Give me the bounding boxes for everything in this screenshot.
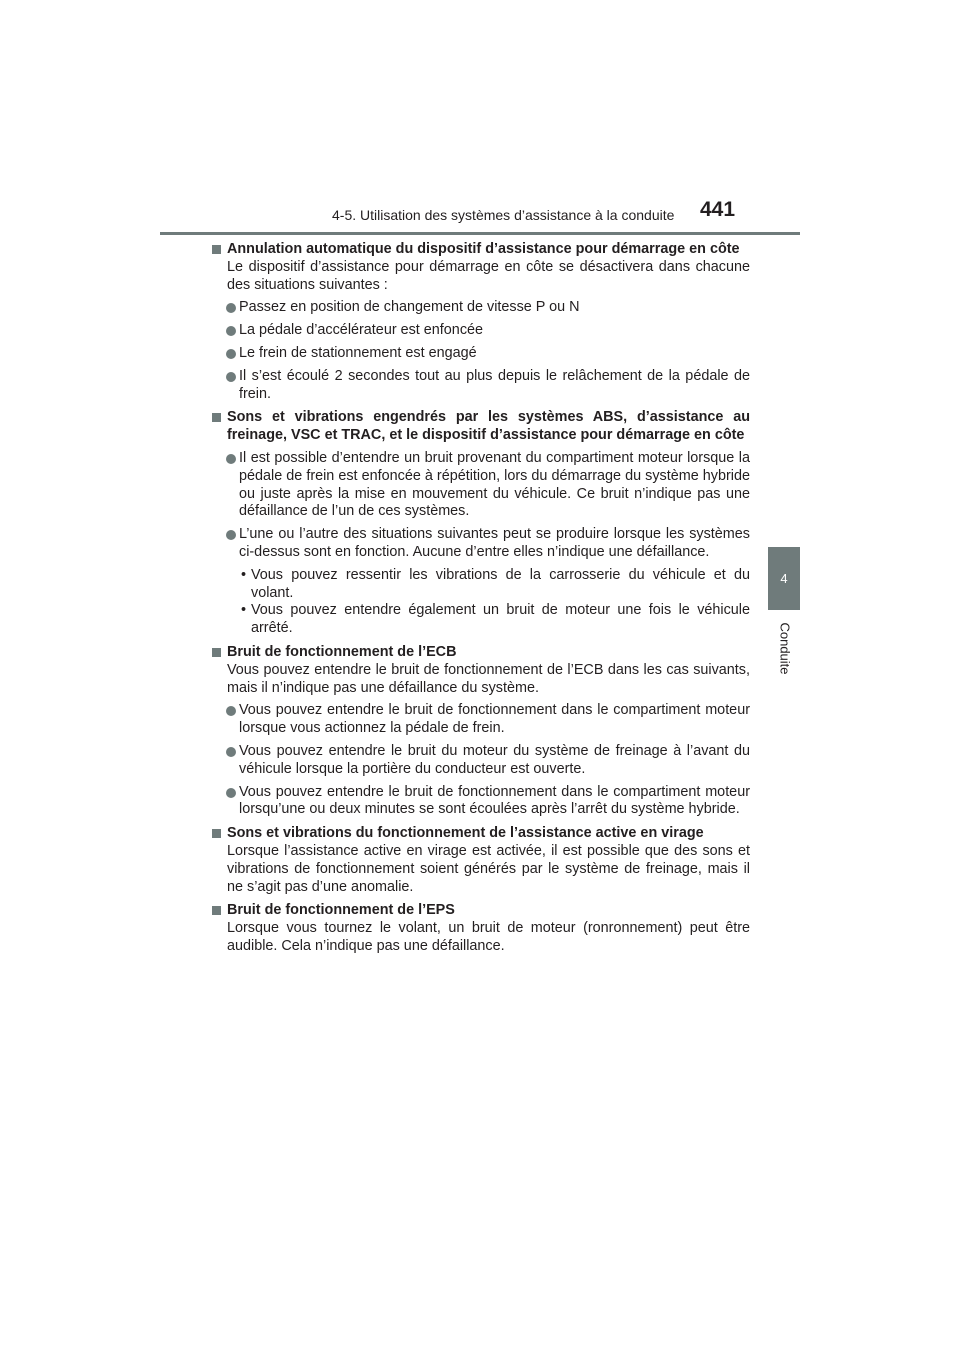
list-item-text: Passez en position de changement de vitesse P ou N: [239, 299, 580, 316]
list-item-text: La pédale d’accélérateur est enfoncée: [239, 322, 484, 339]
chapter-label-container: [765, 618, 805, 678]
sub-list-item: [210, 602, 750, 638]
round-bullet-icon: [226, 747, 236, 757]
section-paragraph: Lorsque vous tournez le volant, un bruit de moteur (ronronnement) peut être audible. Cela n’indique pas une défaillance.: [227, 920, 750, 954]
chapter-label: Conduite: [777, 621, 793, 675]
list-item: [210, 702, 750, 738]
round-bullet-icon: [226, 303, 236, 313]
section-heading: [210, 241, 750, 259]
list-item-text: Le frein de stationnement est engagé: [239, 344, 477, 361]
list-item: [210, 299, 750, 317]
list-item-text: Vous pouvez entendre le bruit de fonctionnement dans le compartiment moteur lorsqu’une ou deux minutes se sont écoulées après l’arrêt du système hybride.: [239, 783, 750, 818]
heading-text: Bruit de fonctionnement de l’ECB: [227, 643, 457, 660]
round-bullet-icon: [226, 372, 236, 382]
section-eps-noise: [210, 902, 750, 955]
list-item-text: L’une ou l’autre des situations suivantes peut se produire lorsque les systèmes ci-dessus sont en fonction. Aucune d’entre elles n’indique une défaillance.: [239, 526, 750, 560]
section-heading: [210, 902, 750, 920]
chapter-number: 4: [780, 571, 788, 586]
square-bullet-icon: [212, 906, 221, 915]
list-item: [210, 450, 750, 521]
list-item: [210, 743, 750, 779]
chapter-tab: [768, 547, 800, 610]
list-item-text: Il est possible d’entendre un bruit provenant du compartiment moteur lorsque la pédale de frein est enfoncée à répétition, lors du démarrage du système hybride ou juste après la mise en mouvement du véhicule. Ce bruit n’indique pas une défaillance de l’un de ces systèmes.: [239, 449, 750, 520]
round-bullet-icon: [226, 706, 236, 716]
section-auto-cancel: [210, 241, 750, 403]
heading-text: Sons et vibrations engendrés par les systèmes ABS, d’assistance au freinage, VSC et TRAC, et le dispositif d’assistance pour démarrage en côte: [227, 409, 750, 444]
list-item-text: Vous pouvez entendre le bruit de fonctionnement dans le compartiment moteur lorsque vous actionnez la pédale de frein.: [239, 702, 750, 737]
square-bullet-icon: [212, 413, 221, 422]
square-bullet-icon: [212, 829, 221, 838]
list-item: [210, 322, 750, 340]
list-item: [210, 526, 750, 562]
section-paragraph: Le dispositif d’assistance pour démarrage en côte se désactivera dans chacune des situations suivantes :: [227, 258, 750, 293]
section-sounds-vibrations-abs: [210, 409, 750, 638]
sub-list-item-text: Vous pouvez entendre également un bruit de moteur une fois le véhicule arrêté.: [251, 602, 750, 637]
section-heading: [210, 825, 750, 843]
heading-text: Sons et vibrations du fonctionnement de l’assistance active en virage: [227, 825, 704, 842]
heading-text: Bruit de fonctionnement de l’EPS: [227, 902, 455, 919]
section-active-cornering: [210, 825, 750, 896]
round-bullet-icon: [226, 349, 236, 359]
section-paragraph: Vous pouvez entendre le bruit de fonctionnement de l’ECB dans les cas suivants, mais il n’indique pas une défaillance du système.: [227, 661, 750, 696]
section-ecb-noise: [210, 644, 750, 819]
section-heading: [210, 409, 750, 445]
list-item: [210, 368, 750, 404]
list-item-text: Il s’est écoulé 2 secondes tout au plus depuis le relâchement de la pédale de frein.: [239, 367, 750, 402]
round-bullet-icon: [226, 326, 236, 336]
header-title: 4-5. Utilisation des systèmes d’assistance à la conduite: [332, 207, 675, 223]
square-bullet-icon: [212, 648, 221, 657]
list-item-text: Vous pouvez entendre le bruit du moteur du système de freinage à l’avant du véhicule lorsque la portière du conducteur est ouverte.: [239, 742, 750, 777]
page-content: [210, 241, 750, 962]
heading-text: Annulation automatique du dispositif d’assistance pour démarrage en côte: [227, 241, 740, 257]
round-bullet-icon: [226, 530, 236, 540]
section-paragraph: Lorsque l’assistance active en virage est activée, il est possible que des sons et vibrations de fonctionnement soient générés par le système de freinage, mais il ne s’agit pas d’une anomalie.: [227, 842, 750, 895]
section-heading: [210, 644, 750, 662]
page-number: 441: [700, 198, 736, 221]
sub-bullet-marker: •: [241, 566, 247, 583]
sub-bullet-marker: •: [241, 602, 247, 619]
sub-list-item: [210, 567, 750, 603]
sub-list-item-text: Vous pouvez ressentir les vibrations de la carrosserie du véhicule et du volant.: [251, 566, 750, 601]
square-bullet-icon: [212, 245, 221, 254]
round-bullet-icon: [226, 788, 236, 798]
list-item: [210, 345, 750, 363]
round-bullet-icon: [226, 454, 236, 464]
header-rule: [160, 232, 800, 235]
list-item: [210, 784, 750, 820]
